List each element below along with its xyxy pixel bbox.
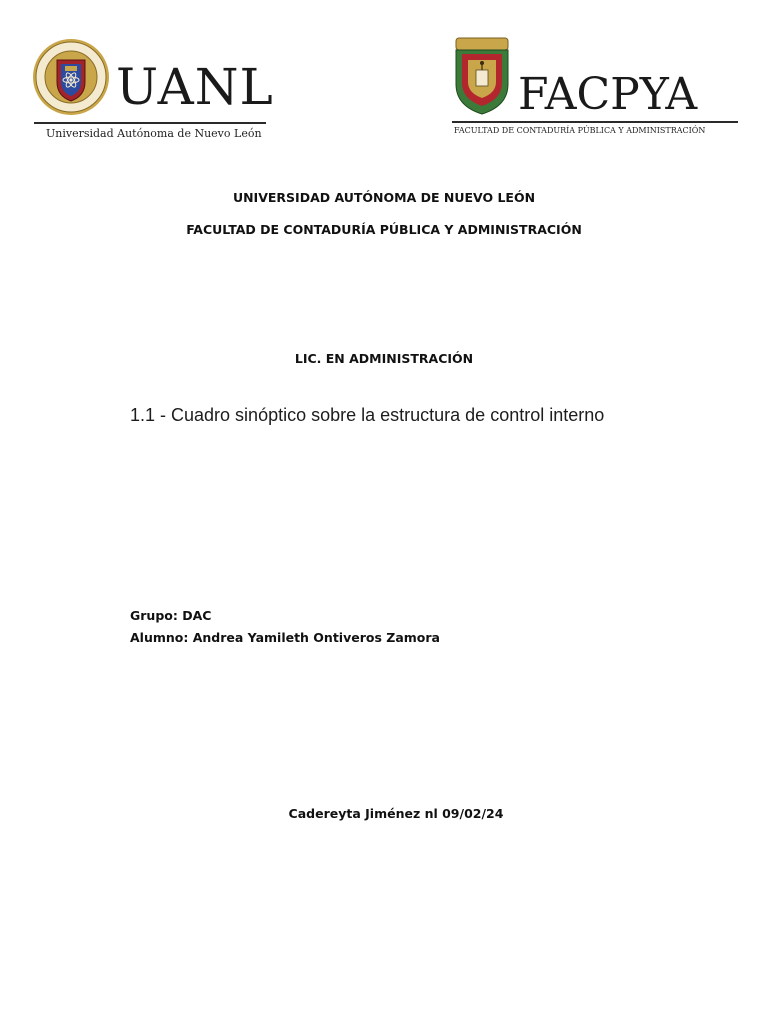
assignment-title: 1.1 - Cuadro sinóptico sobre la estructura de control interno (130, 405, 605, 425)
facpya-divider (452, 121, 738, 123)
facpya-wordmark: FACPYA (518, 69, 698, 120)
program-name: LIC. EN ADMINISTRACIÓN (294, 351, 474, 366)
uanl-seal-icon (32, 38, 110, 116)
uanl-wordmark: UANL (116, 58, 274, 116)
group-label: Grupo: DAC (130, 608, 212, 623)
uanl-subtitle: Universidad Autónoma de Nuevo León (46, 127, 262, 140)
facpya-seal-icon (452, 36, 512, 116)
place-date: Cadereyta Jiménez nl 09/02/24 (288, 806, 504, 821)
university-name: UNIVERSIDAD AUTÓNOMA DE NUEVO LEÓN (232, 190, 536, 205)
faculty-name: FACULTAD DE CONTADURÍA PÚBLICA Y ADMINISTRACIÓN (186, 222, 582, 237)
student-label: Alumno: Andrea Yamileth Ontiveros Zamora (130, 630, 440, 645)
facpya-subtitle: FACULTAD DE CONTADURÍA PÚBLICA Y ADMINISTRACIÓN (454, 126, 706, 135)
uanl-divider (34, 122, 266, 124)
